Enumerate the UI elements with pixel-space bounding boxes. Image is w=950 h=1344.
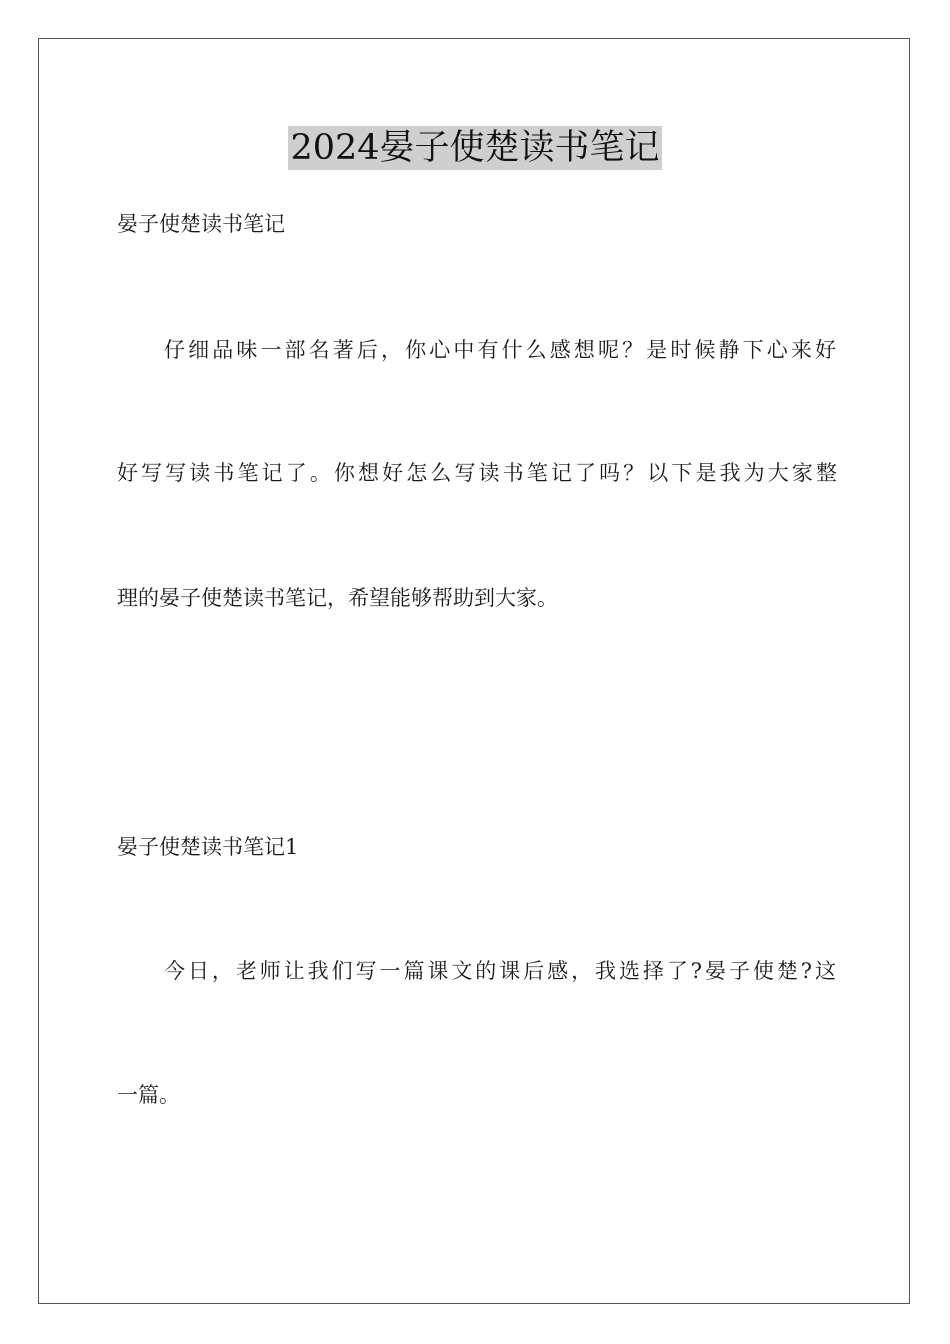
section-line-1: 今日，老师让我们写一篇课文的课后感，我选择了?晏子使楚?这	[164, 959, 836, 983]
section-heading: 晏子使楚读书笔记1	[117, 835, 299, 859]
document-title: 2024晏子使楚读书笔记	[290, 128, 660, 168]
document-subtitle: 晏子使楚读书笔记	[117, 212, 285, 236]
intro-line-3: 理的晏子使楚读书笔记，希望能够帮助到大家。	[117, 586, 558, 610]
intro-line-2: 好写写读书笔记了。你想好怎么写读书笔记了吗？以下是我为大家整	[117, 461, 837, 485]
section-line-2: 一篇。	[117, 1083, 180, 1107]
intro-line-1: 仔细品味一部名著后，你心中有什么感想呢？是时候静下心来好	[164, 338, 836, 362]
title-container	[0, 126, 950, 170]
